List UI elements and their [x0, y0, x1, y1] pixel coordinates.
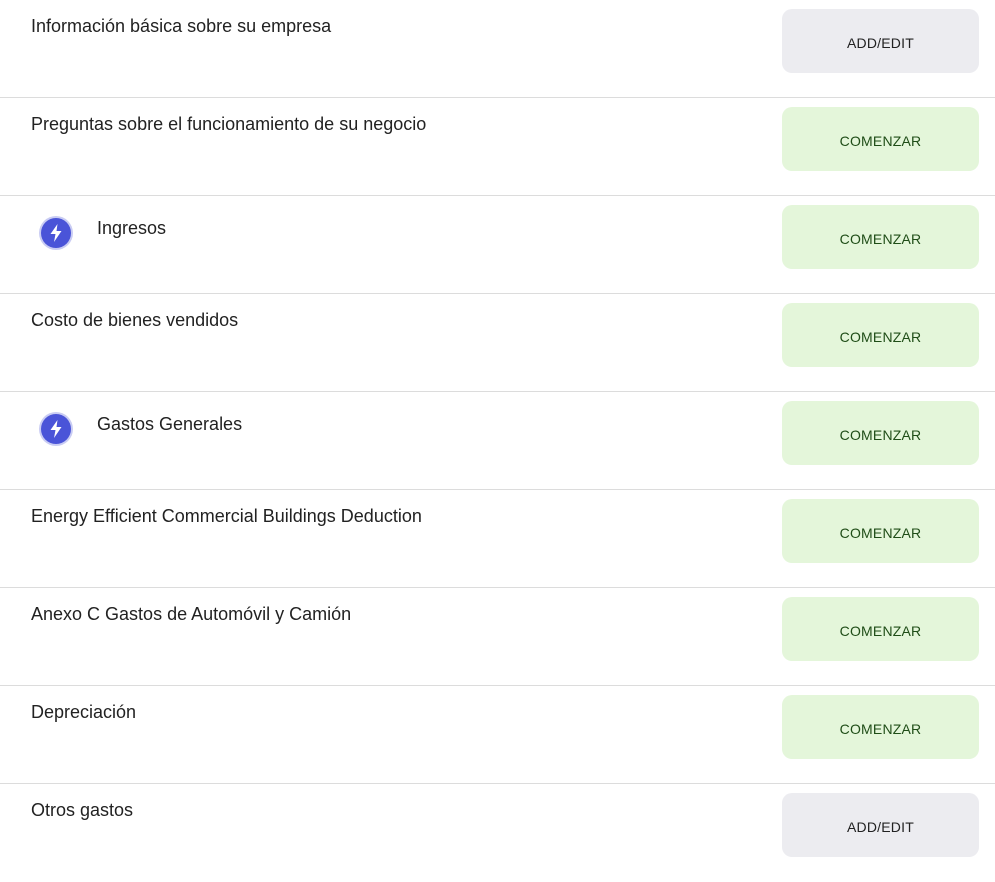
list-item-label — [41, 213, 166, 243]
lightning-bolt-icon — [41, 218, 71, 248]
row-title: Costo de bienes vendidos — [31, 310, 239, 330]
list-item-label — [31, 701, 136, 723]
list-item-otros-gastos — [0, 784, 995, 882]
add-edit-button[interactable]: ADD/EDIT — [782, 793, 979, 857]
row-title: Anexo C Gastos de Automóvil y Camión — [31, 604, 352, 624]
row-title: Depreciación — [31, 702, 137, 722]
list-item-energy-efficient — [0, 490, 995, 588]
comenzar-button[interactable]: COMENZAR — [782, 401, 979, 465]
row-title: Preguntas sobre el funcionamiento de su negocio — [31, 114, 427, 134]
list-item-label — [31, 799, 133, 821]
row-title: Otros gastos — [31, 800, 134, 820]
list-item-label — [31, 309, 238, 331]
row-title: Información básica sobre su empresa — [31, 16, 332, 36]
row-title: Gastos Generales — [97, 414, 243, 434]
list-item-preguntas-funcionamiento — [0, 98, 995, 196]
row-title: Energy Efficient Commercial Buildings Deduction — [31, 506, 422, 526]
list-item-gastos-generales — [0, 392, 995, 490]
list-item-anexo-c — [0, 588, 995, 686]
list-item-informacion-basica — [0, 0, 995, 98]
list-item-label — [31, 505, 422, 527]
comenzar-button[interactable]: COMENZAR — [782, 499, 979, 563]
lightning-bolt-icon — [41, 414, 71, 444]
list-item-costo-bienes — [0, 294, 995, 392]
comenzar-button[interactable]: COMENZAR — [782, 205, 979, 269]
list-item-depreciacion — [0, 686, 995, 784]
row-title: Ingresos — [97, 218, 167, 238]
comenzar-button[interactable]: COMENZAR — [782, 107, 979, 171]
comenzar-button[interactable]: COMENZAR — [782, 597, 979, 661]
comenzar-button[interactable]: COMENZAR — [782, 303, 979, 367]
add-edit-button[interactable]: ADD/EDIT — [782, 9, 979, 73]
list-item-label — [31, 113, 426, 135]
list-item-label — [41, 409, 242, 439]
list-item-ingresos — [0, 196, 995, 294]
list-item-label — [31, 15, 331, 37]
list-item-label — [31, 603, 351, 625]
comenzar-button[interactable]: COMENZAR — [782, 695, 979, 759]
